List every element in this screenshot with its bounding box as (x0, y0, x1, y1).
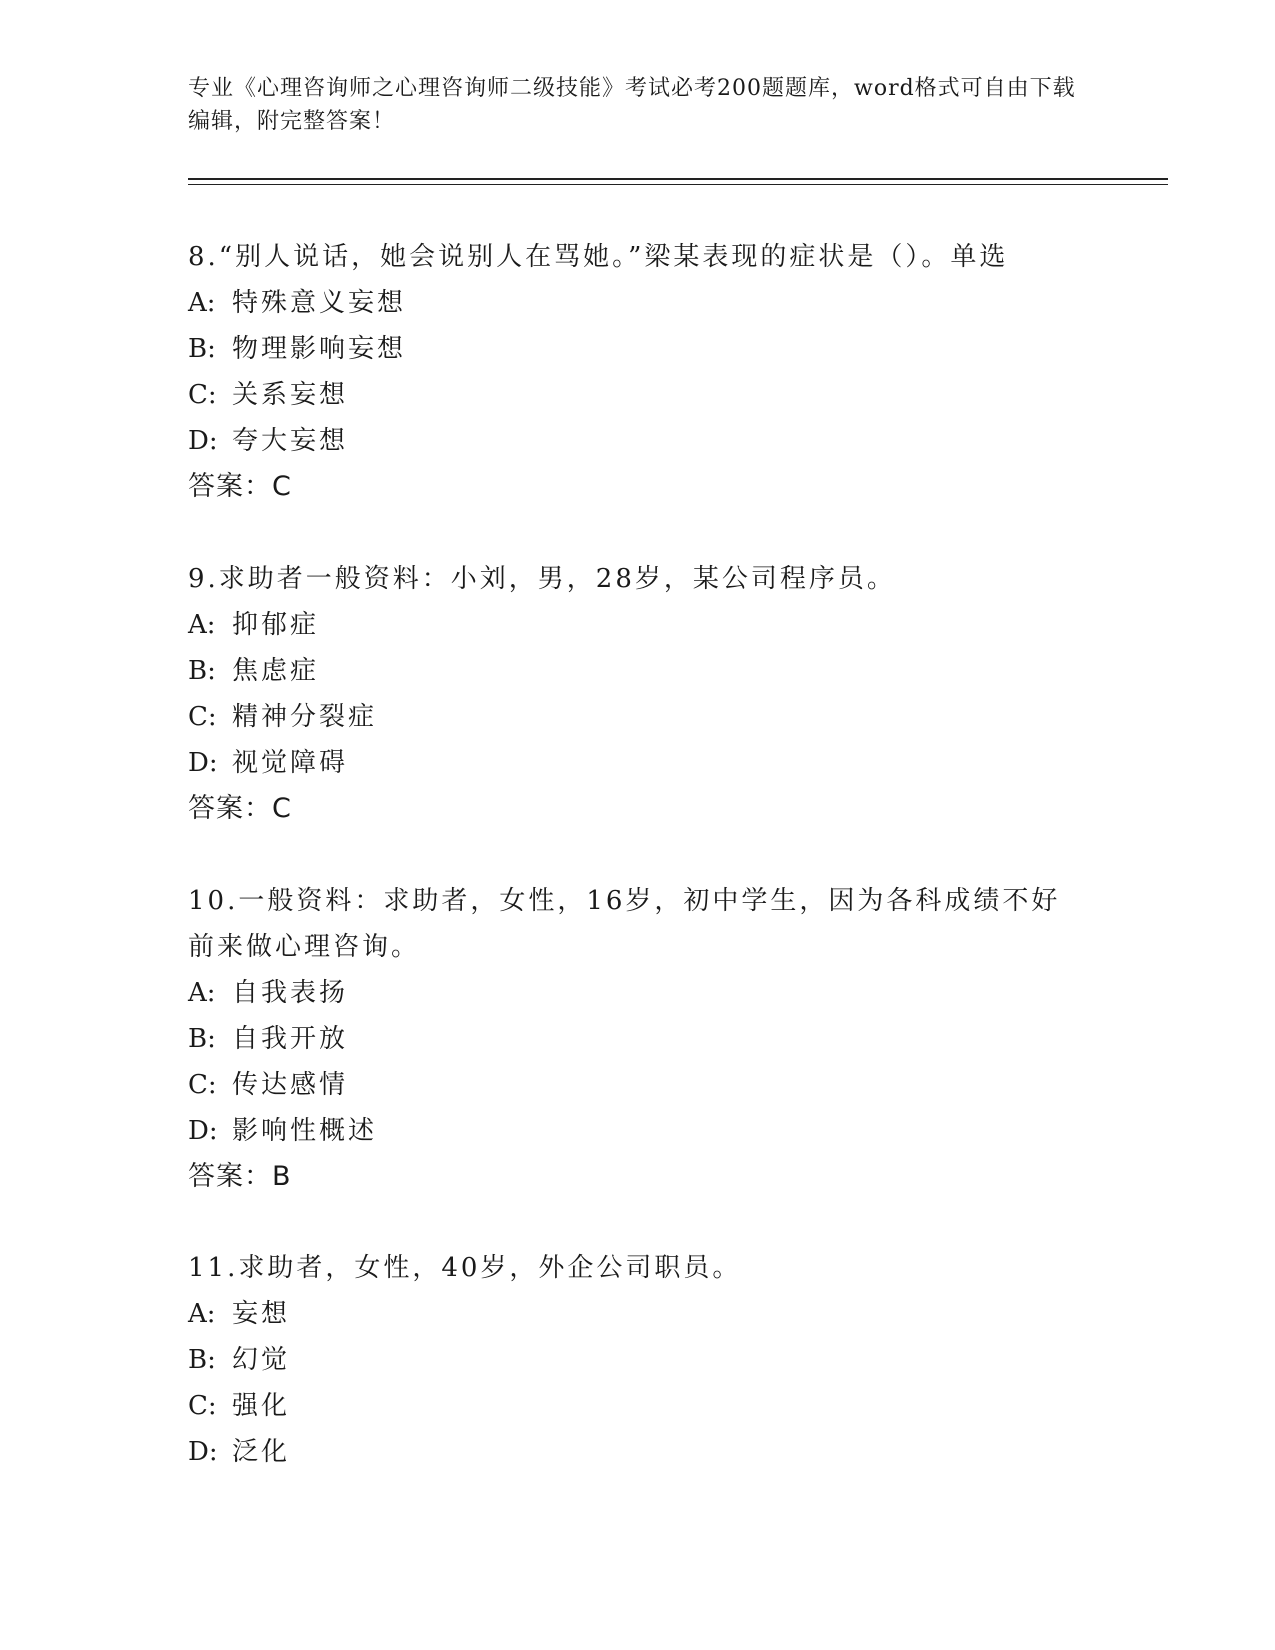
option-d (188, 740, 1088, 786)
answer: 答案：B (188, 1161, 292, 1192)
option-b (188, 1337, 1088, 1383)
option-letter: C: (188, 1070, 217, 1100)
option-letter: D: (188, 1116, 218, 1146)
option-a (188, 970, 1088, 1016)
option-b (188, 326, 1088, 372)
option-text: 关系妄想 (232, 380, 349, 410)
option-text: 自我表扬 (232, 978, 349, 1008)
option-letter: B: (188, 656, 216, 686)
question-10 (188, 878, 1088, 1200)
option-text: 泛化 (232, 1437, 291, 1467)
option-text: 夸大妄想 (232, 426, 349, 456)
option-letter: C: (188, 380, 217, 410)
option-d (188, 1108, 1088, 1154)
option-c (188, 372, 1088, 418)
option-letter: A: (188, 288, 216, 318)
option-text: 焦虑症 (232, 656, 320, 686)
document-header: 专业《心理咨询师之心理咨询师二级技能》考试必考200题题库，word格式可自由下载编辑，附完整答案！ (188, 76, 1076, 134)
option-b (188, 1016, 1088, 1062)
option-text: 自我开放 (232, 1024, 349, 1054)
option-text: 妄想 (232, 1299, 291, 1329)
header-divider (188, 178, 1168, 180)
option-letter: C: (188, 702, 217, 732)
option-a (188, 1291, 1088, 1337)
option-text: 抑郁症 (232, 610, 320, 640)
option-text: 传达感情 (232, 1070, 349, 1100)
option-text: 强化 (232, 1391, 291, 1421)
option-letter: B: (188, 1024, 216, 1054)
option-c (188, 694, 1088, 740)
option-letter: A: (188, 978, 216, 1008)
question-8 (188, 234, 1088, 510)
option-a (188, 602, 1088, 648)
question-stem: 10.一般资料：求助者，女性，16岁，初中学生，因为各科成绩不好前来做心理咨询。 (188, 886, 1061, 962)
option-c (188, 1383, 1088, 1429)
option-text: 幻觉 (232, 1345, 291, 1375)
option-letter: D: (188, 748, 218, 778)
question-stem: 8.“别人说话，她会说别人在骂她。”梁某表现的症状是（）。单选 (188, 242, 1009, 272)
question-stem: 9.求助者一般资料：小刘，男，28岁，某公司程序员。 (188, 564, 896, 594)
question-9 (188, 556, 1088, 832)
question-stem: 11.求助者，女性，40岁，外企公司职员。 (188, 1253, 742, 1283)
option-text: 物理影响妄想 (232, 334, 407, 364)
option-letter: A: (188, 610, 216, 640)
header-divider-thin (188, 184, 1168, 185)
option-letter: A: (188, 1299, 216, 1329)
option-b (188, 648, 1088, 694)
option-d (188, 1429, 1088, 1475)
answer: 答案：C (188, 471, 292, 502)
option-letter: C: (188, 1391, 217, 1421)
option-letter: D: (188, 426, 218, 456)
option-letter: B: (188, 1345, 216, 1375)
option-a (188, 280, 1088, 326)
option-c (188, 1062, 1088, 1108)
option-text: 影响性概述 (232, 1116, 378, 1146)
option-text: 视觉障碍 (232, 748, 349, 778)
option-letter: D: (188, 1437, 218, 1467)
option-text: 精神分裂症 (232, 702, 378, 732)
option-text: 特殊意义妄想 (232, 288, 407, 318)
option-d (188, 418, 1088, 464)
option-letter: B: (188, 334, 216, 364)
question-11 (188, 1245, 1088, 1475)
answer: 答案：C (188, 793, 292, 824)
